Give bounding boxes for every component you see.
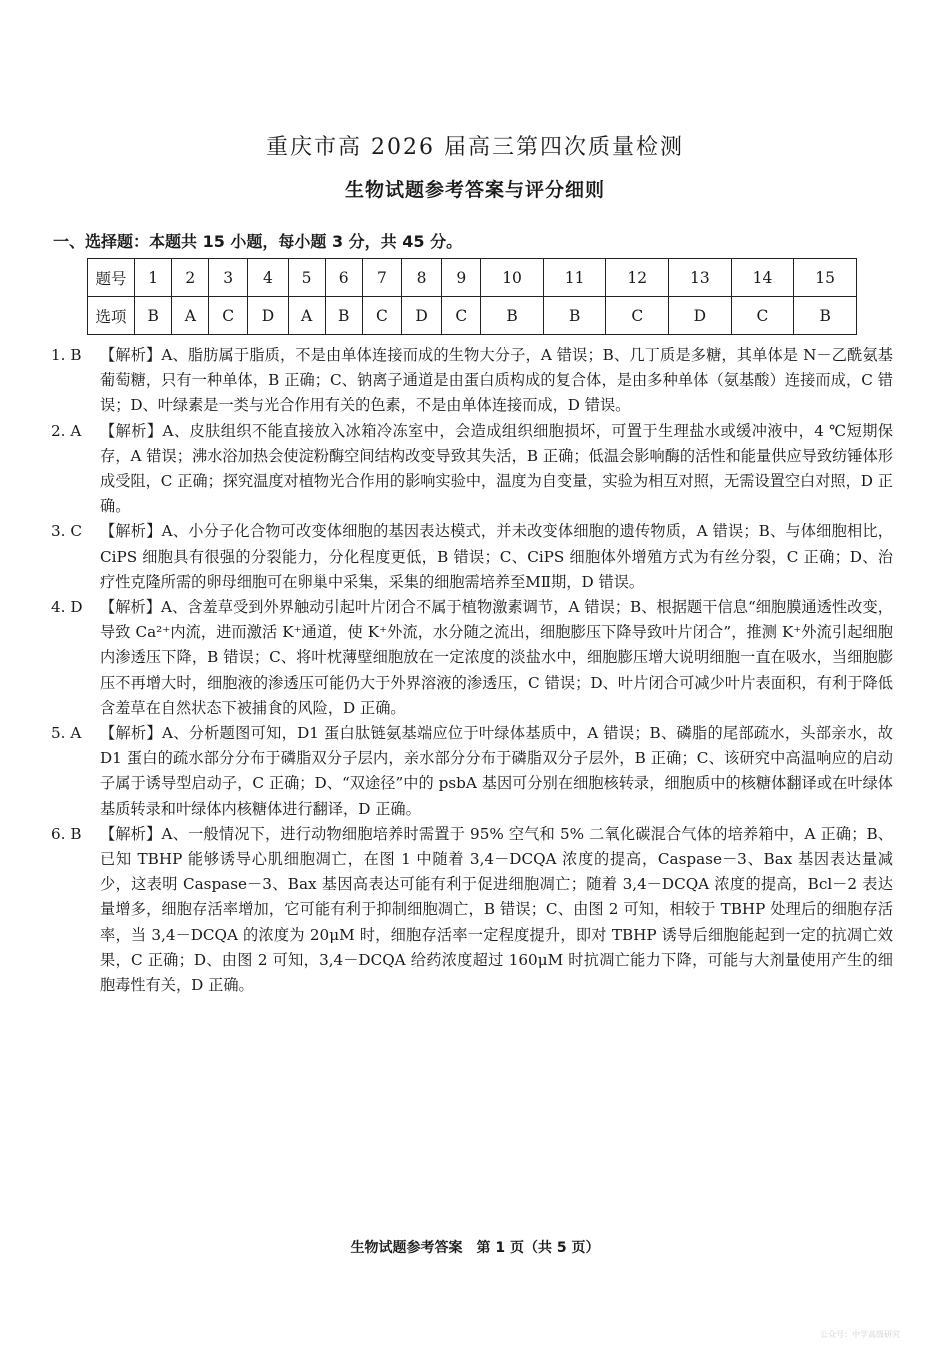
table-cell-answer: B bbox=[325, 297, 362, 335]
item-number: 2. A bbox=[51, 421, 82, 440]
answer-table-answer-row bbox=[88, 297, 857, 335]
explanation-item bbox=[51, 822, 893, 998]
item-text: 【解析】A、含羞草受到外界触动引起叶片闭合不属于植物激素调节，A 错误；B、根据题干信息“细胞膜通透性改变，导致 Ca²⁺内流，进而激活 K⁺通道，使 K⁺外流，水分随之流出，细胞膨压下降导致叶片闭合”，推测 K⁺外流引起细胞内渗透压下降，B 错误；C、将叶枕薄壁细胞放在一定浓度的淡盐水中，细胞膨压增大说明细胞一直在吸水，当细胞膨压不再增大时，细胞液的渗透压可能仍大于外界溶液的渗透压，C 错误；D、叶片闭合可减少叶片表面积，有利于降低含羞草在自然状态下被捕食的风险，D 正确。 bbox=[100, 598, 893, 717]
table-cell-answer: B bbox=[794, 297, 857, 335]
table-cell-answer: C bbox=[209, 297, 248, 335]
table-cell-number: 6 bbox=[325, 259, 362, 297]
explanation-item bbox=[51, 519, 893, 595]
table-cell-number: 9 bbox=[442, 259, 481, 297]
explanation-item bbox=[51, 419, 893, 520]
item-text: 【解析】A、脂肪属于脂质，不是由单体连接而成的生物大分子，A 错误；B、几丁质是多糖，其单体是 N－乙酰氨基葡萄糖，只有一种单体，B 正确；C、钠离子通道是由蛋白质构成的复合体，是由多种单体（氨基酸）连接而成，C 错误；D、叶绿素是一类与光合作用有关的色素，不是由单体连接而成，D 错误。 bbox=[100, 346, 893, 415]
item-number: 3. C bbox=[51, 522, 82, 541]
answer-table bbox=[87, 258, 857, 335]
item-text: 【解析】A、一般情况下，进行动物细胞培养时需置于 95% 空气和 5% 二氧化碳混合气体的培养箱中，A 正确；B、已知 TBHP 能够诱导心肌细胞凋亡，在图 1 中随着 3,4－DCQA 浓度的提高，Caspase－3、Bax 基因表达量减少，这表明 Caspase－3、Bax 基因高表达可能有利于促进细胞凋亡；随着 3,4－DCQA 浓度的提高，Bcl－2 表达量增多，细胞存活率增加，它可能有利于抑制细胞凋亡，B 错误；C、由图 2 可知，相较于 TBHP 处理后的细胞存活率，当 3,4－DCQA 的浓度为 20μM 时，细胞存活率一定程度提升，即对 TBHP 诱导后细胞能起到一定的抗凋亡效果，C 正确；D、由图 2 可知，3,4－DCQA 给药浓度超过 160μM 时抗凋亡能力下降，可能与大剂量使用产生的细胞毒性有关，D 正确。 bbox=[100, 824, 893, 995]
table-cell-number: 11 bbox=[543, 259, 606, 297]
table-cell-number: 8 bbox=[401, 259, 442, 297]
table-cell-answer: C bbox=[442, 297, 481, 335]
table-cell-answer: C bbox=[606, 297, 669, 335]
table-cell-answer: A bbox=[172, 297, 209, 335]
page-subtitle: 生物试题参考答案与评分细则 bbox=[344, 179, 605, 201]
table-cell-number: 4 bbox=[248, 259, 289, 297]
table-cell-answer: C bbox=[362, 297, 401, 335]
watermark: 公众号：中学高级研究 bbox=[820, 1330, 900, 1339]
table-cell-answer: B bbox=[481, 297, 544, 335]
item-number: 4. D bbox=[51, 598, 83, 617]
page-title: 重庆市高 2026 届高三第四次质量检测 bbox=[266, 135, 684, 160]
item-number: 6. B bbox=[51, 824, 82, 843]
table-cell-number: 5 bbox=[288, 259, 325, 297]
answer-table-number-row bbox=[88, 259, 857, 297]
table-cell-answer: B bbox=[135, 297, 172, 335]
table-row-label: 选项 bbox=[88, 297, 135, 335]
table-cell-number: 10 bbox=[481, 259, 544, 297]
section-heading: 一、选择题：本题共 15 小题，每小题 3 分，共 45 分。 bbox=[53, 232, 463, 251]
item-text: 【解析】A、小分子化合物可改变体细胞的基因表达模式，并未改变体细胞的遗传物质，A 错误；B、与体细胞相比，CiPS 细胞具有很强的分裂能力，分化程度更低，B 错误；C、CiPS 细胞体外增殖方式为有丝分裂，C 正确；D、治疗性克隆所需的卵母细胞可在卵巢中采集，采集的细胞需培养至MⅡ期，D 错误。 bbox=[100, 522, 893, 591]
explanation-list bbox=[51, 343, 893, 998]
table-cell-answer: D bbox=[248, 297, 289, 335]
table-cell-answer: B bbox=[543, 297, 606, 335]
table-cell-number: 13 bbox=[669, 259, 732, 297]
explanation-item bbox=[51, 595, 893, 721]
table-cell-answer: A bbox=[288, 297, 325, 335]
item-number: 5. A bbox=[51, 724, 82, 743]
table-cell-answer: D bbox=[401, 297, 442, 335]
table-row-label: 题号 bbox=[88, 259, 135, 297]
table-cell-answer: D bbox=[669, 297, 732, 335]
item-text: 【解析】A、分析题图可知，D1 蛋白肽链氨基端应位于叶绿体基质中，A 错误；B、磷脂的尾部疏水，头部亲水，故 D1 蛋白的疏水部分分布于磷脂双分子层内，亲水部分分布于磷脂双分子层外，B 正确；C、该研究中高温响应的启动子属于诱导型启动子，C 正确；D、“双途径”中的 psbA 基因可分别在细胞核转录，细胞质中的核糖体翻译或在叶绿体基质转录和叶绿体内核糖体进行翻译，D 正确。 bbox=[100, 724, 893, 818]
table-cell-number: 12 bbox=[606, 259, 669, 297]
item-text: 【解析】A、皮肤组织不能直接放入冰箱冷冻室中，会造成组织细胞损坏，可置于生理盐水或缓冲液中，4 ℃短期保存，A 错误；沸水浴加热会使淀粉酶空间结构改变导致其失活，B 正确；低温会影响酶的活性和能量供应导致纺锤体形成受阻，C 正确；探究温度对植物光合作用的影响实验中，温度为自变量，实验为相互对照，无需设置空白对照，D 正确。 bbox=[100, 421, 893, 516]
table-cell-number: 15 bbox=[794, 259, 857, 297]
item-number: 1. B bbox=[51, 346, 82, 364]
table-cell-number: 2 bbox=[172, 259, 209, 297]
explanation-item bbox=[51, 721, 893, 822]
explanation-item bbox=[51, 343, 893, 419]
table-cell-number: 1 bbox=[135, 259, 172, 297]
table-cell-number: 14 bbox=[731, 259, 794, 297]
table-cell-number: 7 bbox=[362, 259, 401, 297]
page-footer: 生物试题参考答案 第 1 页（共 5 页） bbox=[350, 1240, 600, 1256]
table-cell-answer: C bbox=[731, 297, 794, 335]
table-cell-number: 3 bbox=[209, 259, 248, 297]
